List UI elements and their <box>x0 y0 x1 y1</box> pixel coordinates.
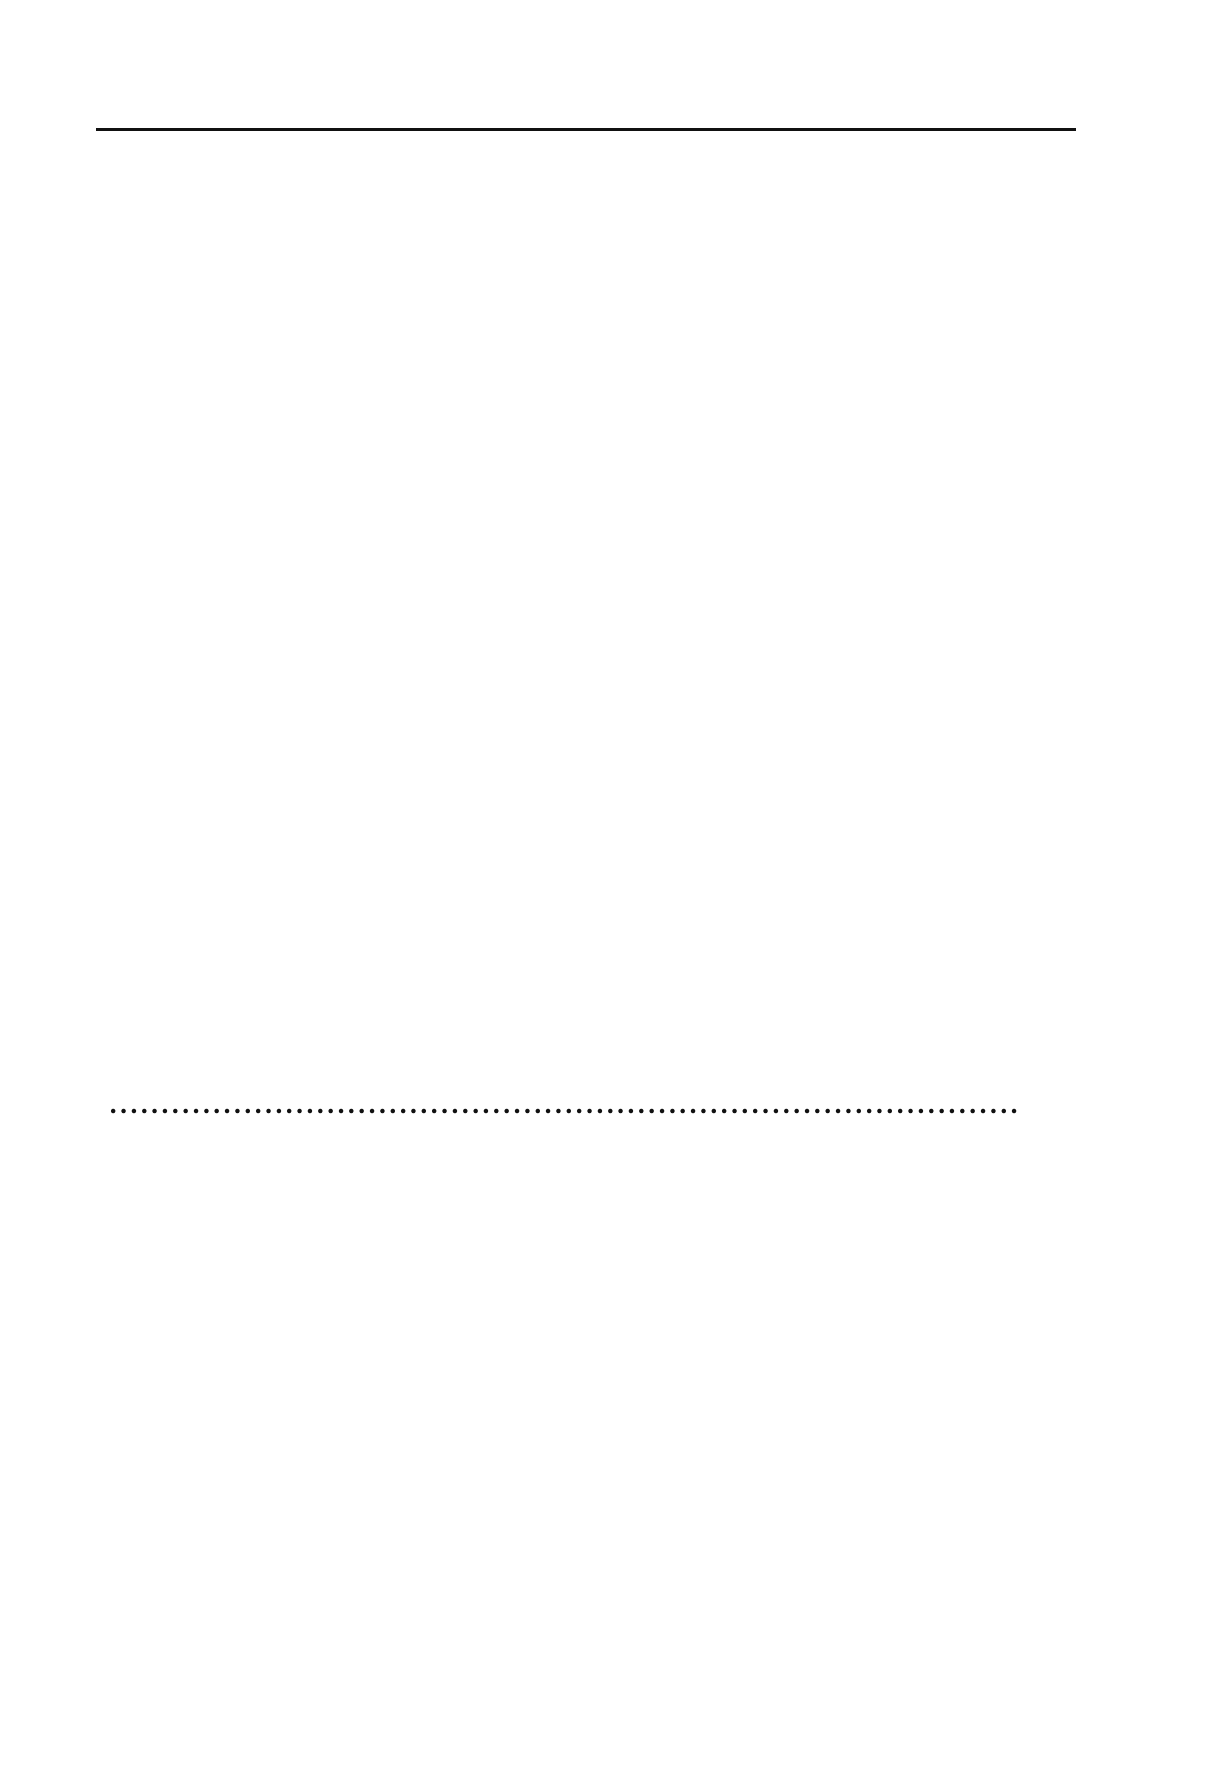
running-header <box>96 90 1076 131</box>
chapter-title-row[interactable] <box>103 1080 1023 1130</box>
chapter-heading <box>103 1080 1023 1130</box>
page-footer <box>96 1650 1076 1690</box>
dot-leader <box>109 1080 1017 1130</box>
